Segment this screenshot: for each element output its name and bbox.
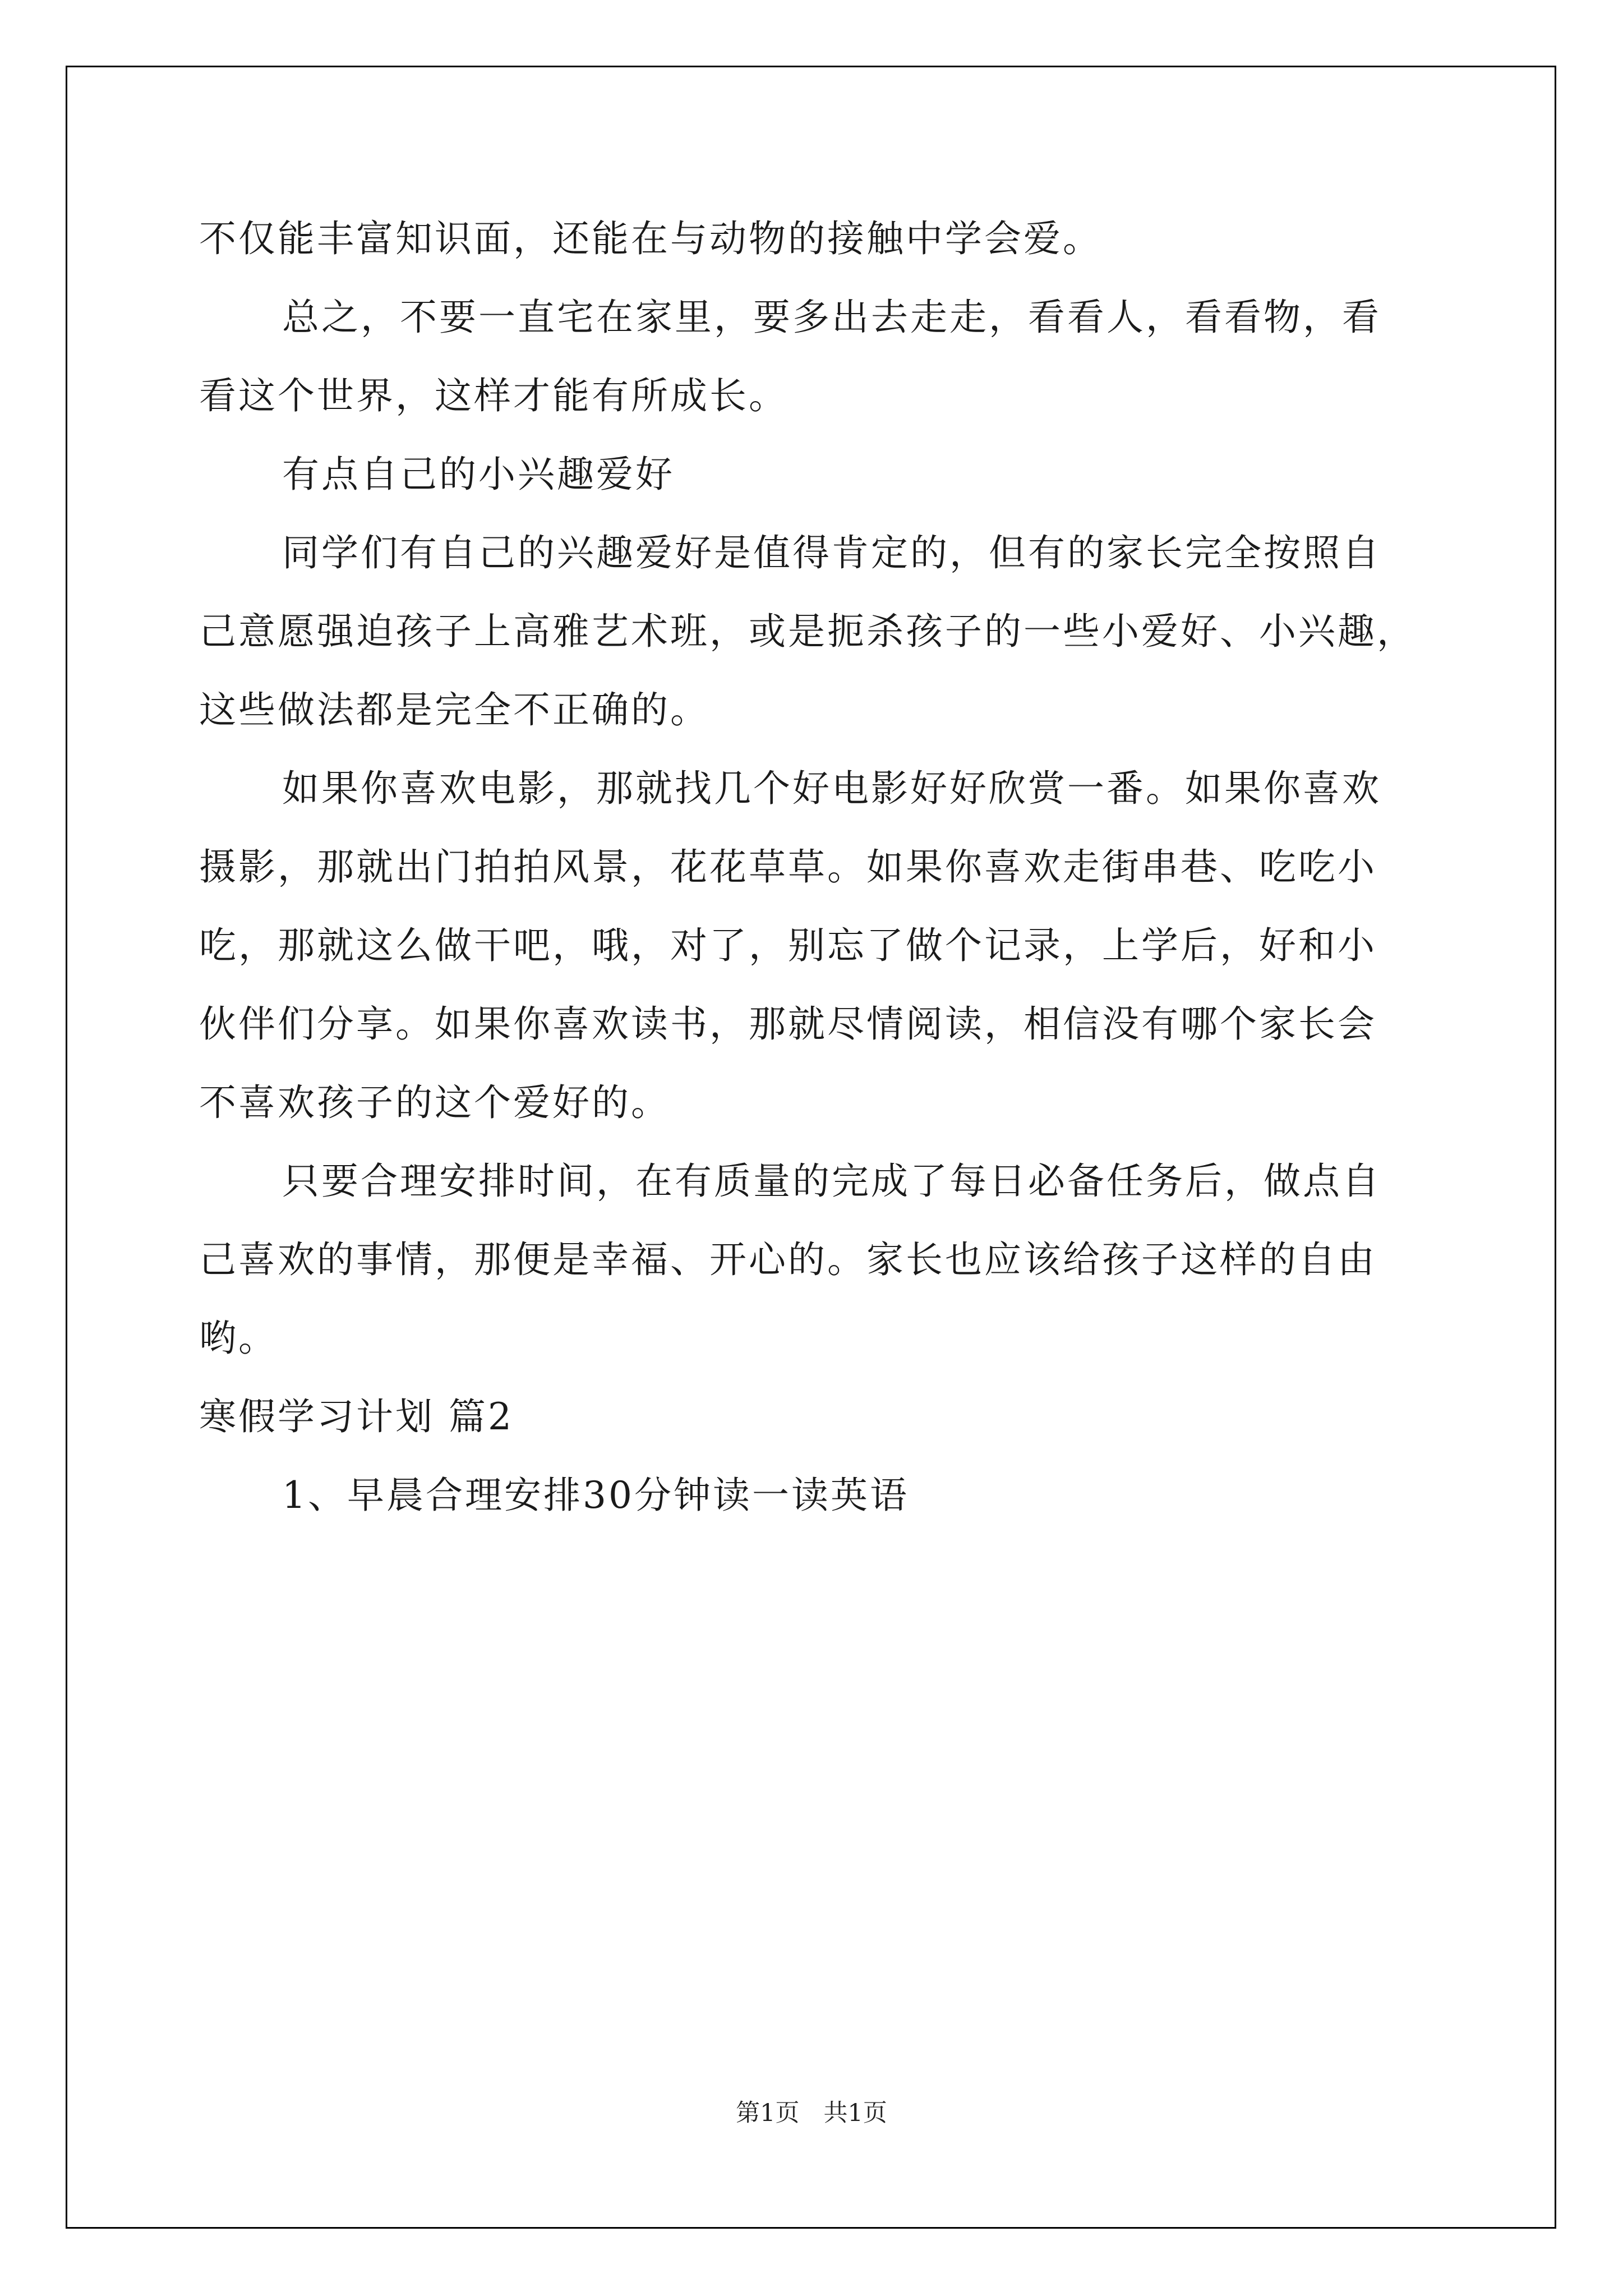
page-number-footer: 第1页 共1页 — [736, 2099, 887, 2127]
text-line: 哟。 — [199, 1317, 278, 1360]
text-line: 如果你喜欢电影，那就找几个好电影好好欣赏一番。如果你喜欢 — [282, 767, 1381, 810]
section-heading: 有点自己的小兴趣爱好 — [282, 453, 675, 496]
text-line: 同学们有自己的兴趣爱好是值得肯定的，但有的家长完全按照自 — [282, 531, 1381, 574]
text-line: 这些做法都是完全不正确的。 — [199, 688, 709, 731]
text-line: 不喜欢孩子的这个爱好的。 — [199, 1081, 670, 1124]
article-title: 寒假学习计划 篇2 — [199, 1395, 514, 1438]
text-line: 己喜欢的事情，那便是幸福、开心的。家长也应该给孩子这样的自由 — [199, 1238, 1377, 1281]
text-line: 己意愿强迫孩子上高雅艺术班，或是扼杀孩子的一些小爱好、小兴趣， — [199, 610, 1416, 653]
text-line: 看这个世界，这样才能有所成长。 — [199, 374, 788, 417]
text-line: 总之，不要一直宅在家里，要多出去走走，看看人，看看物，看 — [282, 296, 1381, 339]
text-line: 伙伴们分享。如果你喜欢读书，那就尽情阅读，相信没有哪个家长会 — [199, 1002, 1377, 1046]
text-line: 摄影，那就出门拍拍风景，花花草草。如果你喜欢走街串巷、吃吃小 — [199, 845, 1377, 889]
text-line: 吃，那就这么做干吧，哦，对了，别忘了做个记录，上学后，好和小 — [199, 924, 1377, 967]
list-item: 1、早晨合理安排30分钟读一读英语 — [282, 1474, 909, 1517]
text-line: 不仅能丰富知识面，还能在与动物的接触中学会爱。 — [199, 217, 1102, 260]
text-line: 只要合理安排时间，在有质量的完成了每日必备任务后，做点自 — [282, 1159, 1381, 1203]
document-body — [199, 200, 1453, 1535]
